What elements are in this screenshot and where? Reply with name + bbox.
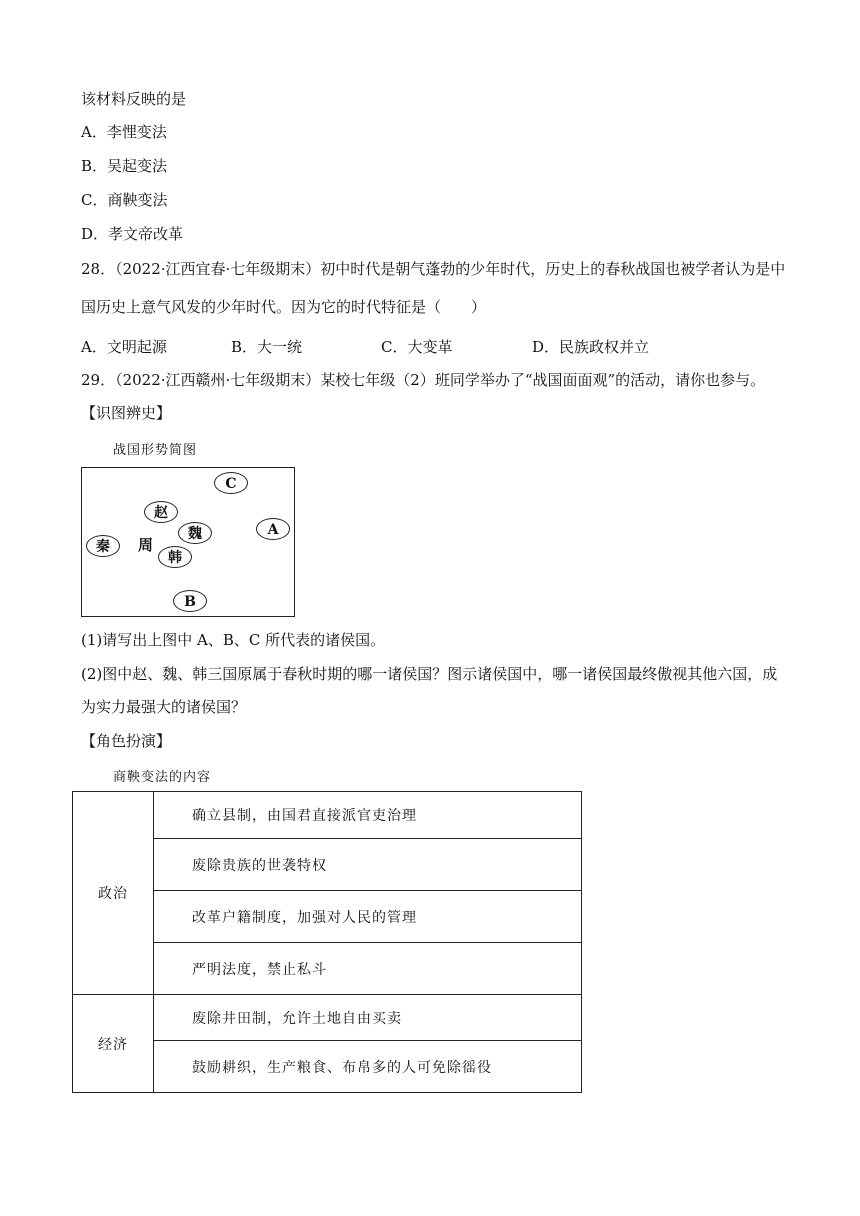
q27-option-d: D．孝文帝改革 bbox=[81, 225, 184, 243]
q28-stem-line2: 国历史上意气风发的少年时代。因为它的时代特征是（ ） bbox=[81, 298, 487, 316]
map-label-c: C bbox=[214, 472, 248, 494]
category-politics: 政治 bbox=[73, 792, 154, 995]
section-map-heading: 【识图辨史】 bbox=[81, 404, 172, 422]
table-cell: 废除井田制，允许土地自由买卖 bbox=[154, 995, 582, 1041]
map-label-han: 韩 bbox=[158, 546, 192, 568]
map-label-zhao: 赵 bbox=[144, 501, 178, 523]
table-row bbox=[73, 792, 582, 839]
table-cell: 废除贵族的世袭特权 bbox=[154, 839, 582, 891]
q27-option-a: A．李悝变法 bbox=[81, 123, 167, 141]
map-label-qin: 秦 bbox=[86, 535, 120, 557]
section-role-heading: 【角色扮演】 bbox=[81, 732, 172, 750]
q27-option-b: B．吴起变法 bbox=[81, 157, 168, 175]
table-cell: 鼓励耕织，生产粮食、布帛多的人可免除徭役 bbox=[154, 1041, 582, 1093]
category-economy: 经济 bbox=[73, 995, 154, 1093]
map-label-wei: 魏 bbox=[178, 522, 212, 544]
table-cell: 确立县制，由国君直接派官吏治理 bbox=[154, 792, 582, 839]
shang-yang-reform-table bbox=[72, 791, 582, 1093]
q28-option-d: D．民族政权并立 bbox=[532, 338, 650, 356]
q29-sub2-line2: 为实力最强大的诸侯国？ bbox=[81, 698, 247, 716]
q27-stem-tail: 该材料反映的是 bbox=[81, 90, 187, 108]
q29-stem: 29．（2022·江西赣州·七年级期末）某校七年级（2）班同学举办了“战国面面观”的活动，请你也参与。 bbox=[81, 371, 766, 389]
q29-sub1: (1)请写出上图中 A、B、C 所代表的诸侯国。 bbox=[81, 631, 386, 649]
q27-option-c: C．商鞅变法 bbox=[81, 191, 168, 209]
warring-states-map bbox=[81, 467, 295, 617]
table-cell: 改革户籍制度，加强对人民的管理 bbox=[154, 891, 582, 943]
q29-sub2-line1: (2)图中赵、魏、韩三国原属于春秋时期的哪一诸侯国？图示诸侯国中，哪一诸侯国最终傲视其他六国，成 bbox=[81, 665, 778, 683]
q28-option-c: C．大变革 bbox=[381, 338, 453, 356]
q28-stem-line1: 28．（2022·江西宜春·七年级期末）初中时代是朝气蓬勃的少年时代，历史上的春秋战国也被学者认为是中 bbox=[81, 260, 786, 278]
map-caption: 战国形势简图 bbox=[113, 443, 198, 458]
q28-option-a: A．文明起源 bbox=[81, 338, 167, 356]
table-row bbox=[73, 995, 582, 1041]
map-label-zhou: 周 bbox=[138, 536, 154, 554]
table-caption: 商鞅变法的内容 bbox=[113, 770, 212, 785]
table-cell: 严明法度，禁止私斗 bbox=[154, 943, 582, 995]
q28-option-b: B．大一统 bbox=[231, 338, 303, 356]
map-label-b: B bbox=[173, 590, 207, 612]
map-label-a: A bbox=[256, 518, 290, 540]
